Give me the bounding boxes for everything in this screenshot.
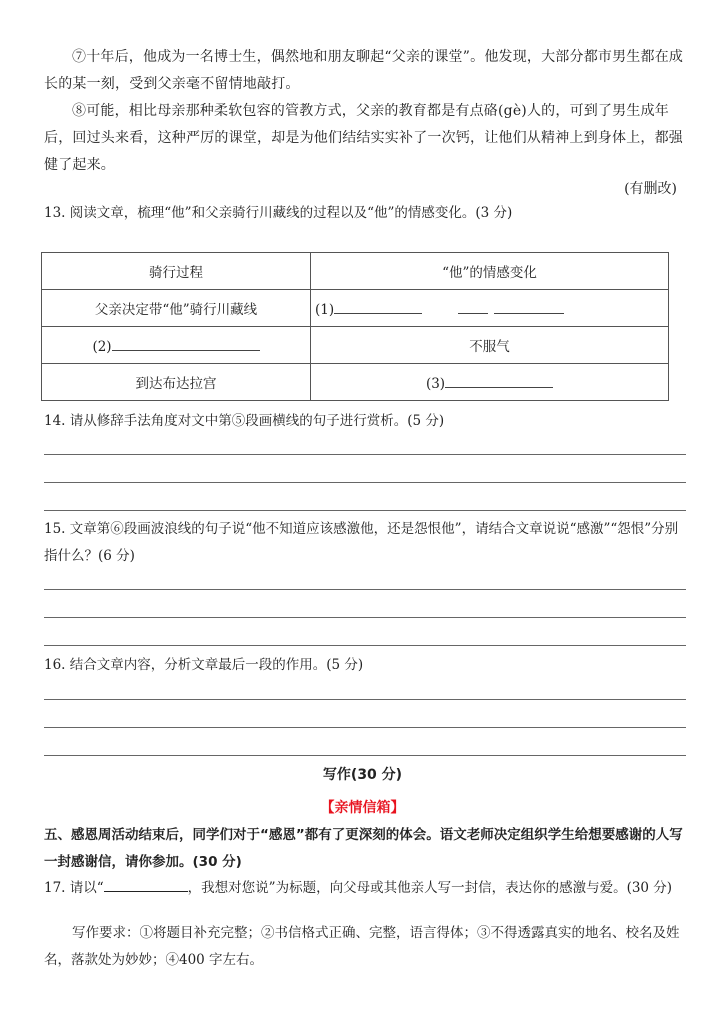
- answer-line[interactable]: [44, 454, 686, 455]
- answer-line[interactable]: [44, 589, 686, 590]
- question-17-prefix: 17. 请以“: [44, 880, 104, 896]
- answer-line[interactable]: [44, 617, 686, 618]
- answer-line[interactable]: [44, 510, 686, 511]
- question-17: [44, 876, 684, 900]
- answer-blank[interactable]: [112, 336, 260, 351]
- answer-blank[interactable]: [334, 299, 422, 314]
- answer-line[interactable]: [44, 755, 686, 756]
- table-row: [42, 327, 669, 364]
- question-13: 13. 阅读文章，梳理“他”和父亲骑行川藏线的过程以及“他”的情感变化。(3 分): [44, 205, 513, 221]
- blank-label: (3): [425, 375, 446, 392]
- answer-cell-2[interactable]: [42, 327, 311, 364]
- table-row: [42, 364, 669, 401]
- table-header: 骑行过程: [42, 253, 311, 290]
- answer-line[interactable]: [44, 482, 686, 483]
- emotion-table: [41, 252, 669, 401]
- writing-prompt: 五、感恩周活动结束后，同学们对于“感恩”都有了更深刻的体会。语文老师决定组织学生给想要感谢的人写一封感谢信，请你参加。(30 分): [44, 827, 683, 870]
- table-header-row: [42, 253, 669, 290]
- table-header: “他”的情感变化: [311, 253, 669, 290]
- question-14: 14. 请从修辞手法角度对文中第⑤段画横线的句子进行赏析。(5 分): [44, 413, 445, 429]
- table-cell: 父亲决定带“他”骑行川藏线: [42, 290, 311, 327]
- question-17-suffix: ，我想对您说”为标题，向父母或其他亲人写一封信，表达你的感激与爱。(30 分): [187, 880, 673, 896]
- table-row: [42, 290, 669, 327]
- answer-line[interactable]: [44, 727, 686, 728]
- passage-paragraph-7: ⑦十年后，他成为一名博士生，偶然地和朋友聊起“父亲的课堂”。他发现，大部分都市男生都在成长的某一刻，受到父亲毫不留情地敲打。: [44, 49, 684, 92]
- family-mailbox-title: 【亲情信箱】: [320, 800, 405, 816]
- writing-requirements: 写作要求：①将题目补充完整；②书信格式正确、完整，语言得体；③不得透露真实的地名、校名及姓名，落款处为妙妙；④400 字左右。: [44, 925, 680, 968]
- table-cell: 不服气: [311, 327, 669, 364]
- blank-label: (1): [315, 301, 335, 318]
- question-16: 16. 结合文章内容，分析文章最后一段的作用。(5 分): [44, 657, 364, 673]
- answer-line[interactable]: [44, 699, 686, 700]
- answer-cell-1[interactable]: [311, 290, 669, 327]
- answer-blank[interactable]: [458, 299, 488, 314]
- writing-section-title: 写作(30 分): [322, 767, 403, 783]
- title-blank[interactable]: [104, 877, 188, 892]
- passage-paragraph-8: ⑧可能，相比母亲那种柔软包容的管教方式，父亲的教育都是有点硌(gè)人的，可到了男生成年后，回过头来看，这种严厉的课堂，却是为他们结结实实补了一次钙，让他们从精神上到身体上，都强健了起来。: [44, 103, 683, 173]
- answer-blank[interactable]: [445, 373, 553, 388]
- source-note: (有删改): [624, 181, 677, 197]
- table-cell: 到达布达拉宫: [42, 364, 311, 401]
- blank-label: (2): [92, 338, 112, 355]
- answer-cell-3[interactable]: [311, 364, 669, 401]
- answer-line[interactable]: [44, 645, 686, 646]
- question-15: 15. 文章第⑥段画波浪线的句子说“他不知道应该感激他，还是怨恨他”，请结合文章说说“感激”“怨恨”分别指什么？(6 分): [44, 521, 679, 564]
- answer-blank[interactable]: [494, 299, 564, 314]
